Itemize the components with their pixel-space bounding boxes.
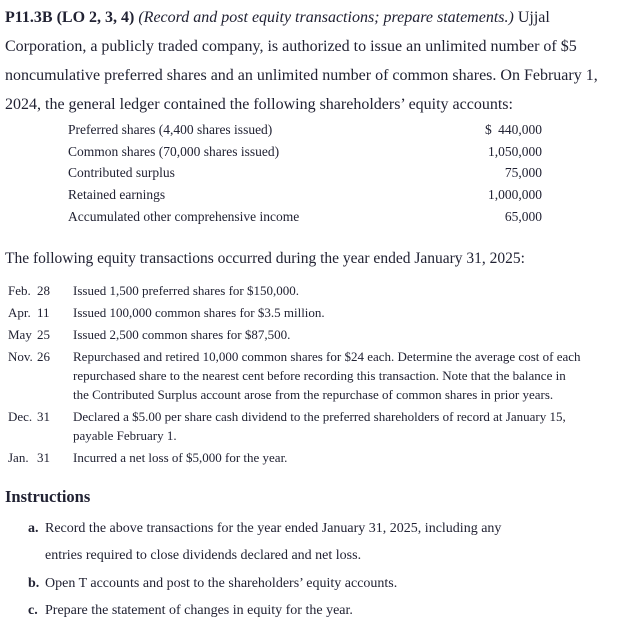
equity-accounts-table <box>68 119 542 228</box>
transaction-month: Jan. <box>8 449 29 465</box>
account-label: Retained earnings <box>68 187 166 203</box>
transaction-row <box>5 407 616 445</box>
account-row <box>68 162 542 184</box>
instruction-text-line: Open T accounts and post to the shareholders’ equity accounts. <box>45 575 398 591</box>
account-label: Accumulated other comprehensive income <box>68 208 300 224</box>
transaction-month: May <box>8 326 32 342</box>
transaction-row <box>5 347 616 404</box>
instruction-item <box>5 515 616 570</box>
account-label: Common shares (70,000 shares issued) <box>68 143 280 159</box>
transaction-description <box>73 325 616 344</box>
description-line: Issued 2,500 common shares for $87,500. <box>73 326 291 342</box>
instructions-list <box>5 515 616 625</box>
transaction-row <box>5 281 616 300</box>
transaction-description <box>73 407 616 445</box>
intro-line1-end: Ujjal <box>517 9 550 26</box>
transactions-intro: The following equity transactions occurred during the year ended January 31, 2025: <box>5 249 525 267</box>
account-amount <box>485 184 542 206</box>
instruction-text <box>45 570 616 598</box>
currency-symbol: $ <box>485 122 492 137</box>
instruction-item <box>5 597 616 625</box>
account-amount <box>485 162 542 184</box>
transaction-month: Nov. <box>8 348 33 364</box>
instruction-text-line: Prepare the statement of changes in equity for the year. <box>45 603 353 619</box>
account-row <box>68 141 542 163</box>
instruction-text <box>45 515 616 570</box>
instruction-item <box>5 570 616 598</box>
intro-line: 2024, the general ledger contained the following shareholders’ equity accounts: <box>5 96 513 113</box>
transaction-row <box>5 448 616 467</box>
transaction-row <box>5 303 616 322</box>
transaction-description <box>73 347 616 404</box>
transactions-list <box>5 281 616 467</box>
account-label: Contributed surplus <box>68 165 175 181</box>
transaction-description <box>73 448 616 467</box>
description-line: payable February 1. <box>73 427 177 443</box>
problem-code: P11.3B (LO 2, 3, 4) <box>5 9 135 26</box>
account-label: Preferred shares (4,400 shares issued) <box>68 122 273 137</box>
account-row <box>68 184 542 206</box>
description-line: repurchased share to the nearest cent before recording this transaction. Note that the balance in <box>73 367 566 383</box>
account-row <box>68 119 542 141</box>
transaction-day: 26 <box>37 348 50 364</box>
instruction-letter: c. <box>28 603 38 619</box>
account-amount <box>485 206 542 228</box>
account-amount <box>485 119 542 141</box>
instruction-text-line: Record the above transactions for the year ended January 31, 2025, including any <box>45 520 502 536</box>
account-value: 75,000 <box>504 165 542 181</box>
instruction-letter: a. <box>28 520 39 536</box>
transaction-month: Apr. <box>8 304 31 320</box>
description-line: Repurchased and retired 10,000 common shares for $24 each. Determine the average cost of each <box>73 348 581 364</box>
intro-line: noncumulative preferred shares and an unlimited number of common shares. On February 1, <box>5 67 598 84</box>
instruction-letter: b. <box>28 575 40 591</box>
transaction-description <box>73 281 616 300</box>
description-line: Incurred a net loss of $5,000 for the year. <box>73 449 288 465</box>
account-value: 65,000 <box>504 208 542 224</box>
account-row <box>68 206 542 228</box>
transaction-day: 25 <box>37 326 50 342</box>
instruction-text-line: entries required to close dividends declared and net loss. <box>45 548 362 564</box>
account-value: 1,050,000 <box>488 143 542 159</box>
transaction-row <box>5 325 616 344</box>
account-value: 440,000 <box>498 122 542 137</box>
transaction-day: 31 <box>37 408 50 424</box>
problem-subtitle: (Record and post equity transactions; prepare statements.) <box>138 9 514 26</box>
account-value: 1,000,000 <box>488 187 542 203</box>
transaction-month: Feb. <box>8 282 31 298</box>
transaction-day: 11 <box>37 304 50 320</box>
transaction-month: Dec. <box>8 408 33 424</box>
transaction-day: 31 <box>37 449 50 465</box>
description-line: Declared a $5.00 per share cash dividend to the preferred shareholders of record at January 15, <box>73 408 566 424</box>
transaction-day: 28 <box>37 282 50 298</box>
instruction-text <box>45 597 616 625</box>
instructions-heading: Instructions <box>5 486 91 506</box>
description-line: Issued 100,000 common shares for $3.5 million. <box>73 304 325 320</box>
problem-intro-paragraph <box>5 3 616 119</box>
intro-line <box>5 3 616 32</box>
account-amount <box>485 141 542 163</box>
intro-line: Corporation, a publicly traded company, is authorized to issue an unlimited number of $5 <box>5 38 577 55</box>
description-line: Issued 1,500 preferred shares for $150,000. <box>73 282 299 298</box>
transaction-description <box>73 303 616 322</box>
description-line: the Contributed Surplus account arose from the repurchase of common shares in prior years. <box>73 386 554 402</box>
